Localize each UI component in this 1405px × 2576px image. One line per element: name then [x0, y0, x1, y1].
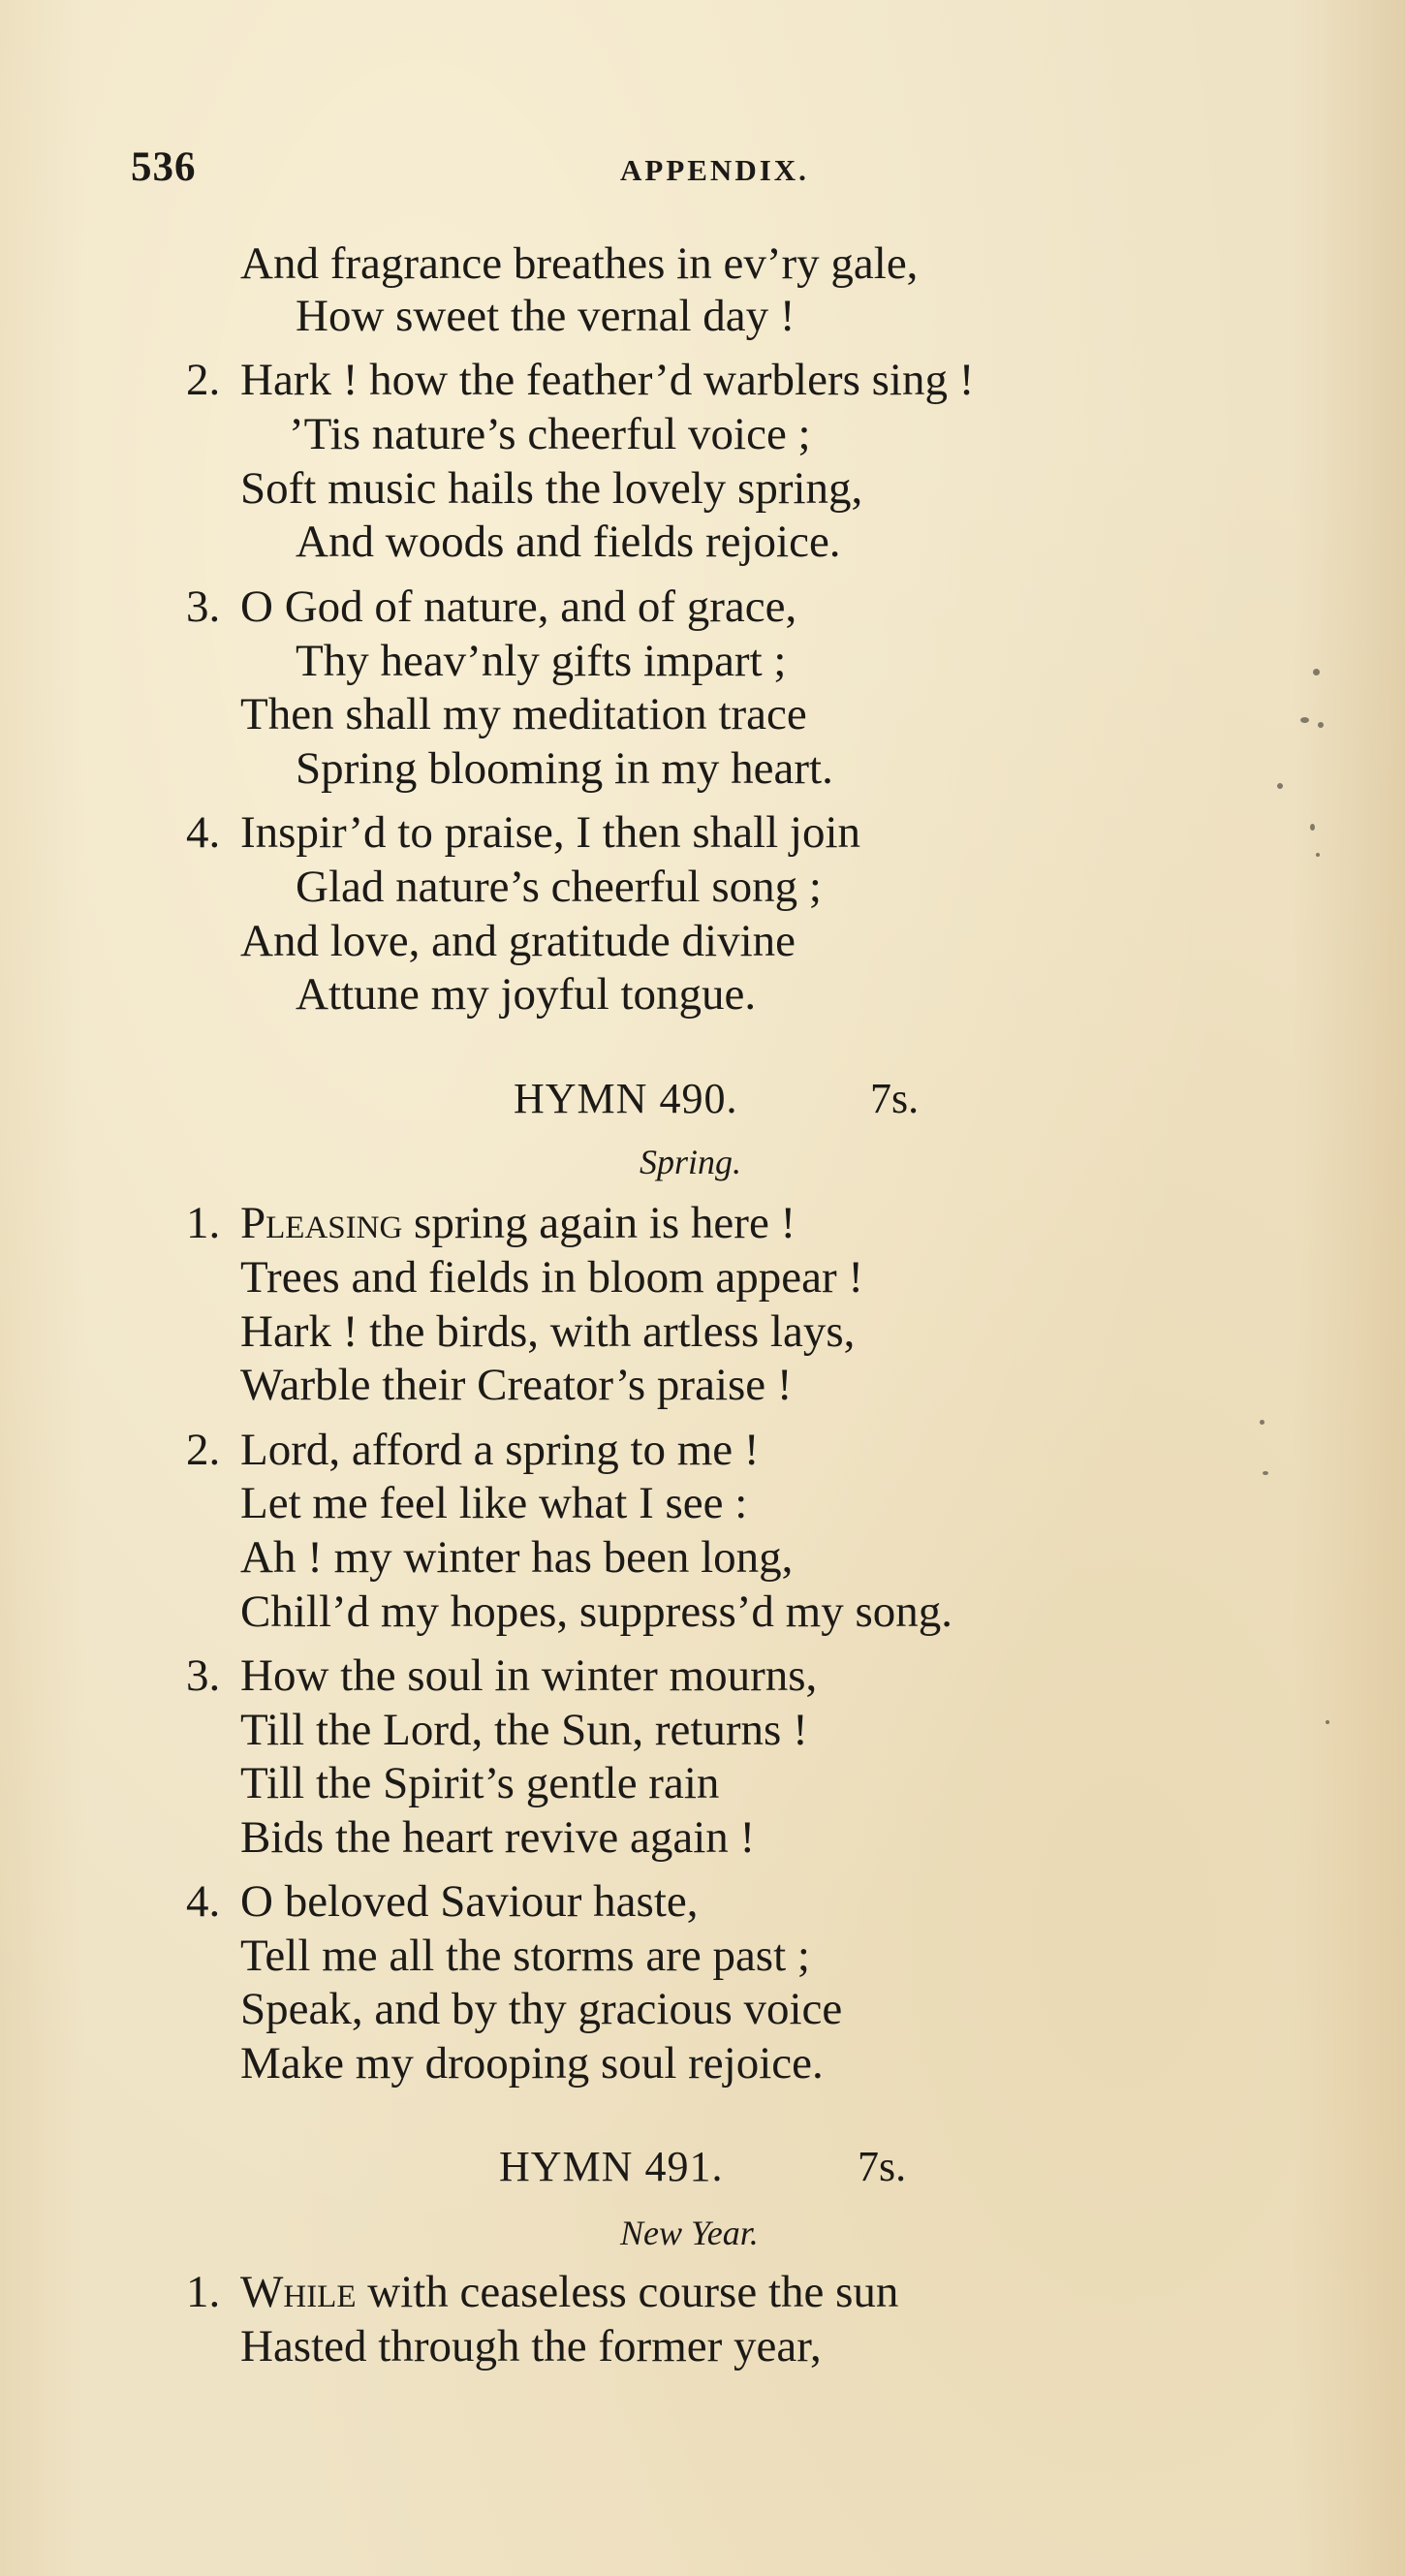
scan-speck [1310, 824, 1315, 831]
stanza-number: 2. [186, 355, 221, 405]
page-number: 536 [131, 144, 197, 190]
verse-line: Hark ! how the feather’d warblers sing ! [240, 355, 975, 405]
verse-line: And fragrance breathes in ev’ry gale, [240, 238, 919, 289]
small-caps-first-word: While [240, 2267, 357, 2317]
scan-speck [1316, 853, 1320, 857]
hymn-meter: 7s. [858, 2143, 907, 2190]
stanza-number: 1. [186, 2267, 221, 2317]
verse-line: And love, and gratitude divine [240, 916, 796, 966]
stanza-number: 1. [186, 1198, 221, 1248]
scan-speck [1318, 722, 1324, 728]
hymn-meter: 7s. [870, 1075, 920, 1122]
verse-line-rest: with ceaseless course the sun [356, 2267, 899, 2317]
verse-line: O beloved Saviour haste, [240, 1876, 699, 1927]
stanza-number: 3. [186, 581, 221, 632]
verse-line: Thy heav’nly gifts impart ; [296, 636, 787, 686]
verse-line-rest: spring again is here ! [402, 1198, 796, 1248]
scan-speck [1300, 717, 1309, 723]
running-head [0, 143, 1405, 202]
verse-line: Hasted through the former year, [240, 2321, 822, 2372]
verse-line: ’Tis nature’s cheerful voice ; [289, 409, 811, 459]
verse-line: Attune my joyful tongue. [296, 969, 757, 1020]
verse-line [240, 1196, 796, 1250]
verse-line: Inspir’d to praise, I then shall join [240, 807, 861, 858]
hymn-title: HYMN 491. [499, 2143, 724, 2190]
verse-line: Ah ! my winter has been long, [240, 1532, 794, 1583]
verse-line: Trees and fields in bloom appear ! [240, 1252, 864, 1303]
verse-line: Hark ! the birds, with artless lays, [240, 1306, 856, 1357]
verse-line: Bids the heart revive again ! [240, 1812, 756, 1863]
verse-line [240, 2265, 898, 2319]
scan-speck [1326, 1720, 1329, 1724]
stanza-number: 3. [186, 1650, 221, 1701]
verse-line: Lord, afford a spring to me ! [240, 1425, 760, 1475]
scan-speck [1313, 669, 1320, 675]
verse-line: Make my drooping soul rejoice. [240, 2038, 824, 2089]
verse-line: And woods and fields rejoice. [296, 517, 841, 567]
running-title: APPENDIX. [620, 153, 809, 187]
hymn-title: HYMN 490. [514, 1075, 738, 1122]
verse-line: How the soul in winter mourns, [240, 1650, 818, 1701]
verse-line: Till the Spirit’s gentle rain [240, 1758, 720, 1808]
verse-line: Till the Lord, the Sun, returns ! [240, 1705, 808, 1755]
verse-line: Spring blooming in my heart. [296, 743, 833, 794]
small-caps-first-word: Pleasing [240, 1198, 403, 1248]
verse-line: Let me feel like what I see : [240, 1478, 748, 1528]
verse-line: O God of nature, and of grace, [240, 581, 797, 632]
verse-line: Warble their Creator’s praise ! [240, 1360, 793, 1410]
verse-line: Chill’d my hopes, suppress’d my song. [240, 1586, 953, 1637]
scan-speck [1260, 1420, 1264, 1425]
hymn-subject: Spring. [640, 1143, 742, 1181]
verse-line: Soft music hails the lovely spring, [240, 463, 863, 514]
hymn-subject: New Year. [620, 2214, 759, 2252]
verse-line: Then shall my meditation trace [240, 689, 807, 739]
verse-line: Tell me all the storms are past ; [240, 1931, 810, 1981]
scan-speck [1263, 1471, 1268, 1475]
stanza-number: 2. [186, 1425, 221, 1475]
verse-line: Speak, and by thy gracious voice [240, 1984, 843, 2034]
stanza-number: 4. [186, 807, 221, 858]
scan-speck [1277, 783, 1283, 789]
verse-line: Glad nature’s cheerful song ; [296, 862, 822, 912]
verse-line: How sweet the vernal day ! [296, 291, 796, 341]
stanza-number: 4. [186, 1876, 221, 1927]
